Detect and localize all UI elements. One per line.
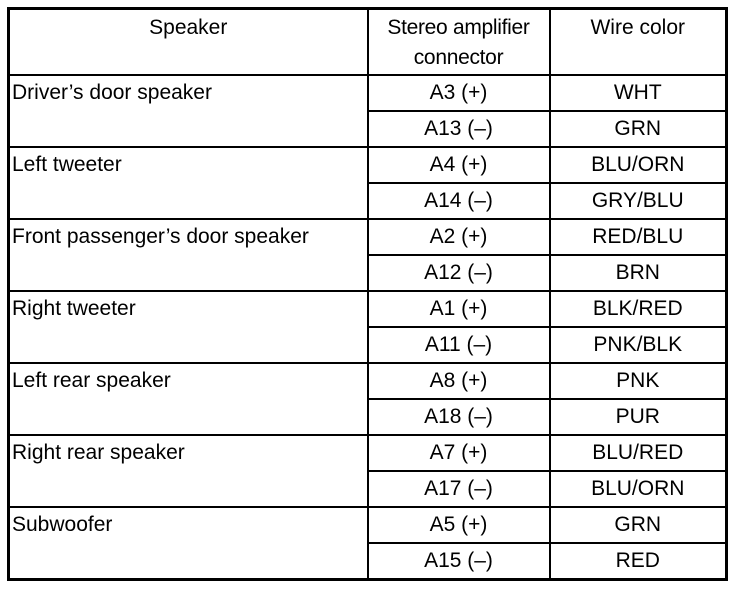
table-row — [9, 507, 727, 543]
header-wire-color: Wire color — [550, 9, 727, 76]
connector-pin-cell: A13 (–) — [368, 111, 550, 147]
header-row — [9, 9, 727, 76]
header-connector: Stereo amplifier connector — [368, 9, 550, 76]
table-row — [9, 75, 727, 111]
speaker-name-cell: Subwoofer — [9, 507, 368, 580]
wire-color-cell: BLU/RED — [550, 435, 727, 471]
speaker-name-cell: Driver’s door speaker — [9, 75, 368, 147]
wire-color-cell: BLU/ORN — [550, 147, 727, 183]
speaker-name-cell: Front passenger’s door speaker — [9, 219, 368, 291]
speaker-name-cell: Left rear speaker — [9, 363, 368, 435]
wire-color-cell: RED — [550, 543, 727, 580]
wire-color-cell: GRN — [550, 507, 727, 543]
table-row — [9, 435, 727, 471]
wire-color-cell: GRN — [550, 111, 727, 147]
connector-pin-cell: A18 (–) — [368, 399, 550, 435]
connector-pin-cell: A4 (+) — [368, 147, 550, 183]
wire-color-cell: BRN — [550, 255, 727, 291]
connector-pin-cell: A12 (–) — [368, 255, 550, 291]
connector-pin-cell: A5 (+) — [368, 507, 550, 543]
table-row — [9, 147, 727, 183]
connector-pin-cell: A14 (–) — [368, 183, 550, 219]
connector-pin-cell: A3 (+) — [368, 75, 550, 111]
table-body — [9, 75, 727, 580]
wire-color-cell: WHT — [550, 75, 727, 111]
table-row — [9, 363, 727, 399]
speaker-name-cell: Right rear speaker — [9, 435, 368, 507]
speaker-wiring-table — [7, 7, 728, 581]
connector-pin-cell: A2 (+) — [368, 219, 550, 255]
wire-color-cell: PNK — [550, 363, 727, 399]
speaker-name-cell: Right tweeter — [9, 291, 368, 363]
connector-pin-cell: A7 (+) — [368, 435, 550, 471]
wire-color-cell: PUR — [550, 399, 727, 435]
connector-pin-cell: A17 (–) — [368, 471, 550, 507]
table-row — [9, 219, 727, 255]
speaker-name-cell: Left tweeter — [9, 147, 368, 219]
wire-color-cell: BLU/ORN — [550, 471, 727, 507]
connector-pin-cell: A8 (+) — [368, 363, 550, 399]
table-row — [9, 291, 727, 327]
connector-pin-cell: A15 (–) — [368, 543, 550, 580]
header-speaker: Speaker — [9, 9, 368, 76]
wire-color-cell: PNK/BLK — [550, 327, 727, 363]
wire-color-cell: BLK/RED — [550, 291, 727, 327]
connector-pin-cell: A11 (–) — [368, 327, 550, 363]
wire-color-cell: GRY/BLU — [550, 183, 727, 219]
wire-color-cell: RED/BLU — [550, 219, 727, 255]
connector-pin-cell: A1 (+) — [368, 291, 550, 327]
